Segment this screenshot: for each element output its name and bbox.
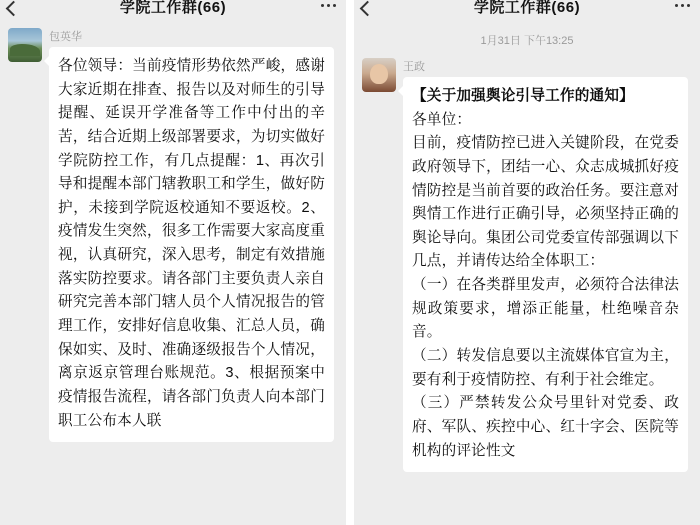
more-options-icon[interactable] xyxy=(675,4,690,7)
message-bubble[interactable] xyxy=(49,47,334,442)
chat-header xyxy=(354,0,700,26)
message-row xyxy=(354,56,700,472)
notice-title: 【关于加强舆论引导工作的通知】 xyxy=(412,88,634,104)
back-arrow-icon[interactable] xyxy=(360,1,376,17)
message-text: 各位领导：当前疫情形势依然严峻，感谢大家近期在排查、报告以及对师生的引导提醒、延误开学准备等工作中付出的辛苦，结合近期上级部署要求，为切实做好学院防控工作，有几点提醒：1、再次引导和提醒本部门辖教职工和学生，做好防护，未接到学院返校通知不要返校。2、疫情发生突然，很多工作需要大家高度重视，认真研究，深入思考，制定有效措施落实防控要求。请各部门主要负责人亲自研究完善本部门辖人员个人情况报告的管理工作，安排好信息收集、汇总人员，确保如实、及时、准确逐级报告个人情况，离京返京管理台账规范。3、根据预案中疫情报告流程，请各部门负责人向本部门职工公布本人联 xyxy=(58,58,325,429)
chat-title: 学院工作群(66) xyxy=(473,0,581,16)
chat-title: 学院工作群(66) xyxy=(119,0,227,16)
notice-salutation: 各单位： xyxy=(412,111,472,128)
header-fade xyxy=(0,17,346,26)
back-arrow-icon[interactable] xyxy=(6,1,22,17)
notice-paragraph: （二）转发信息要以主流媒体官宣为主，要有利于疫情防控、有利于社会维定。 xyxy=(412,348,679,388)
message-timestamp: 1月31日 下午13:25 xyxy=(480,35,574,47)
message-bubble[interactable] xyxy=(403,77,688,472)
message-body xyxy=(403,58,690,472)
notice-paragraph: （三）严禁转发公众号里针对党委、政府、军队、疾控中心、红十字会、医院等机构的评论性文 xyxy=(412,395,679,459)
notice-paragraph: 目前，疫情防控已进入关键阶段，在党委政府领导下，团结一心、众志成城抓好疫情防控是当前首要的政治任务。要注意对舆情工作进行正确引导，必须坚持正确的舆论导向。集团公司党委宣传部强调以下几点，并请传达给全体职工： xyxy=(412,135,679,270)
avatar[interactable] xyxy=(8,28,42,62)
header-fade xyxy=(354,17,700,26)
notice-paragraph: （一）在各类群里发声，必须符合法律法规政策要求，增添正能量，杜绝噪音杂音。 xyxy=(412,277,679,341)
message-body xyxy=(49,28,336,442)
sender-name: 包英华 xyxy=(49,31,82,43)
chat-screen-right xyxy=(354,0,700,525)
more-options-icon[interactable] xyxy=(321,4,336,7)
message-row xyxy=(0,26,346,442)
sender-name: 王政 xyxy=(403,61,425,73)
avatar[interactable] xyxy=(362,58,396,92)
chat-screen-left xyxy=(0,0,346,525)
chat-header xyxy=(0,0,346,26)
